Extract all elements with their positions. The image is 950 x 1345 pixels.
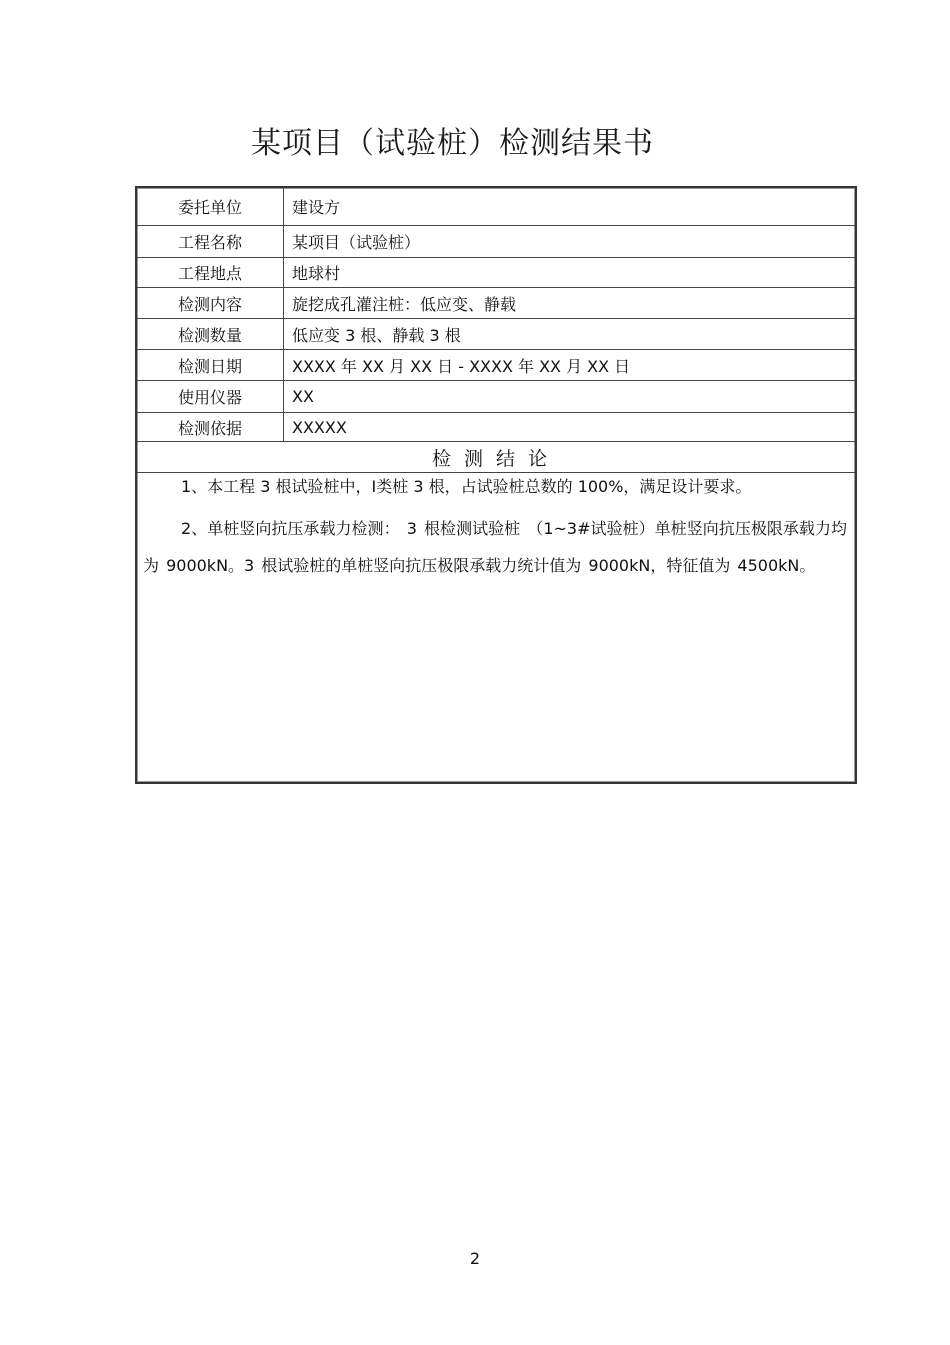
conclusion-item: 2、单桩竖向抗压承载力检测： 3 根检测试验桩 （1~3#试验桩）单桩竖向抗压极限承载力均为 9000kN。3 根试验桩的单桩竖向抗压极限承载力统计值为 9000kN，特征值为 4500kN。 [143,519,847,575]
row-label: 工程地点 [137,258,284,287]
row-value: XXXXX [292,417,347,437]
conclusion-body [143,476,847,584]
table-row [137,413,855,442]
page-number: 2 [469,1249,481,1268]
row-value: XXXX 年 XX 月 XX 日 - XXXX 年 XX 月 XX 日 [292,356,631,376]
row-value: 旋挖成孔灌注桩：低应变、静载 [292,294,517,314]
row-label: 检测日期 [137,350,284,380]
row-label: 检测数量 [137,319,284,349]
row-label: 委托单位 [137,188,284,225]
document-title: 某项目（试验桩）检测结果书 [251,126,654,161]
row-label: 检测依据 [137,413,284,441]
row-label: 工程名称 [137,226,284,257]
table-row [137,258,855,288]
row-label: 检测内容 [137,288,284,318]
table-row [137,226,855,258]
row-label: 使用仪器 [137,381,284,412]
report-table [135,186,857,784]
conclusion-item: 1、本工程 3 根试验桩中，Ⅰ类桩 3 根，占试验桩总数的 100%，满足设计要求。 [181,477,752,496]
table-row [137,319,855,350]
table-row [137,350,855,381]
table-row [137,381,855,413]
conclusion-header: 检测结论 [137,442,855,473]
row-value: 某项目（试验桩） [292,233,421,252]
table-row [137,188,855,226]
row-value: XX [292,387,314,406]
row-value: 地球村 [292,264,341,283]
row-value: 低应变 3 根、静载 3 根 [292,325,461,345]
table-row [137,288,855,319]
row-value: 建设方 [292,198,341,217]
